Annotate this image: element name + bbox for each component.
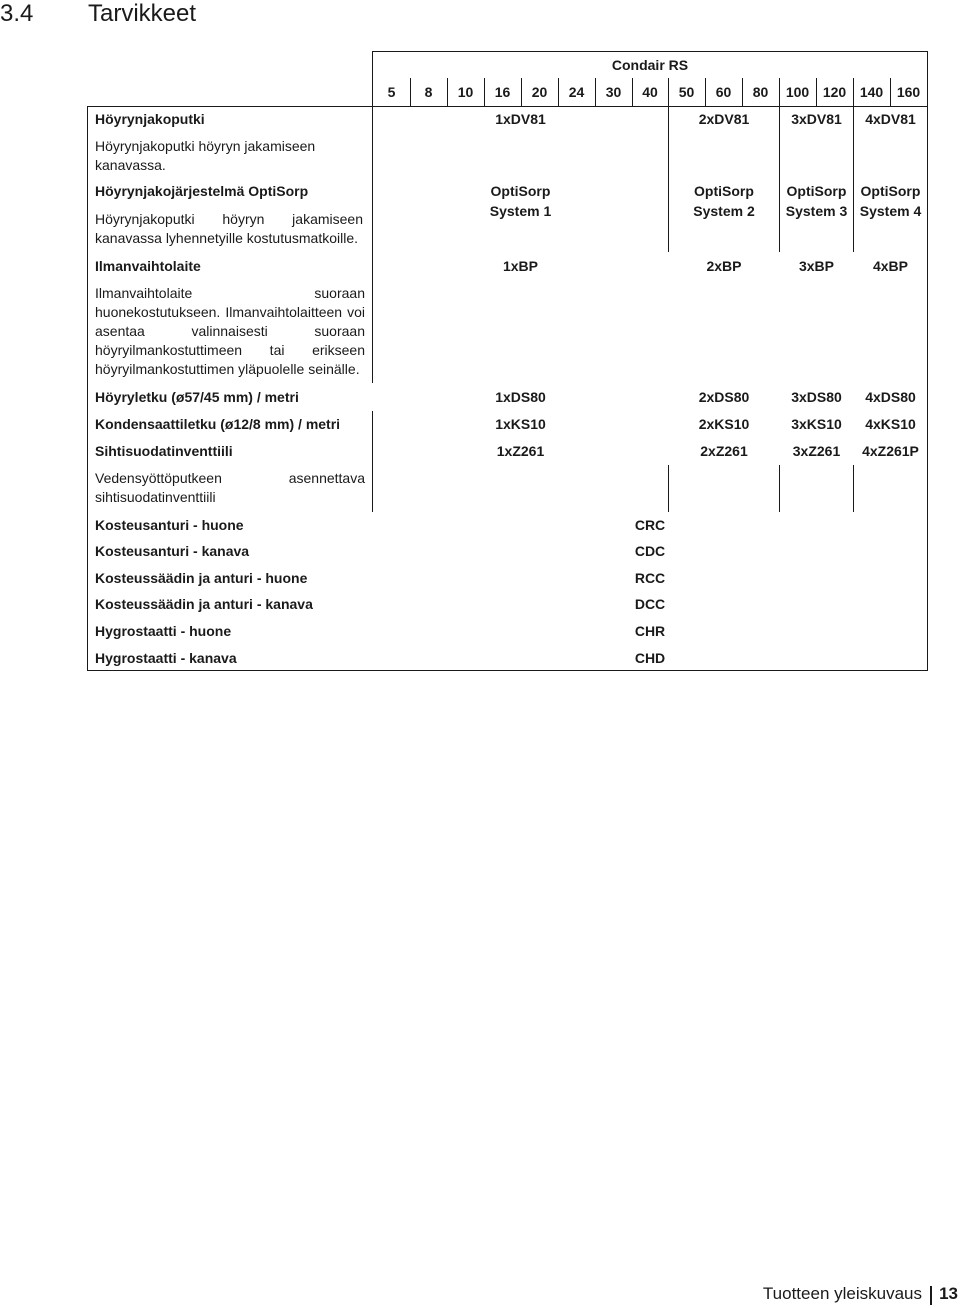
- group-divider: [668, 465, 669, 512]
- group-divider: [779, 465, 780, 512]
- size-header: 24: [568, 84, 585, 100]
- row-name: Hygrostaatti - huone: [95, 623, 232, 639]
- row-value: RCC: [634, 570, 666, 586]
- row-value: OptiSorp: [786, 183, 847, 199]
- row-value: DCC: [634, 596, 666, 612]
- size-header: 10: [457, 84, 474, 100]
- size-header: 80: [752, 84, 769, 100]
- size-header: 8: [424, 84, 433, 100]
- page-number: 13: [939, 1284, 958, 1303]
- row-value: OptiSorp: [490, 183, 551, 199]
- row-description: Höyrynjakoputki höyryn jakamiseen kanavassa.: [95, 138, 316, 173]
- size-header: 140: [859, 84, 884, 100]
- row-name: Höyrynjakojärjestelmä OptiSorp: [95, 183, 309, 199]
- size-header: 120: [822, 84, 847, 100]
- table-right-border: [927, 51, 928, 671]
- row-value: 2xDS80: [698, 389, 750, 405]
- section-number: 3.4: [0, 0, 34, 27]
- row-description: Vedensyöttöputkeen asennettava sihtisuodatinventtiili: [95, 470, 365, 505]
- size-header: 30: [605, 84, 622, 100]
- row-value: 3xDS80: [791, 389, 842, 405]
- row-value: CDC: [634, 543, 666, 559]
- table-left-border: [87, 106, 88, 671]
- row-name: Höyryletku (ø57/45 mm) / metri: [95, 389, 299, 405]
- row-value: 1xDV81: [495, 111, 546, 127]
- row-value: 4xDS80: [865, 389, 916, 405]
- row-name: Kosteussäädin ja anturi - huone: [95, 570, 308, 586]
- row-value: CRC: [634, 517, 666, 533]
- row-value: OptiSorp: [860, 183, 921, 199]
- row-value: 4xDV81: [865, 111, 916, 127]
- row-value: 4xBP: [872, 258, 909, 274]
- footer-separator: [930, 1286, 932, 1305]
- row-name: Kosteusanturi - kanava: [95, 543, 250, 559]
- row-value: 2xBP: [706, 258, 742, 274]
- footer-section-name: Tuotteen yleiskuvaus: [762, 1284, 922, 1303]
- size-header: 20: [531, 84, 548, 100]
- row-value: 2xZ261: [700, 443, 748, 459]
- section-title: Tarvikkeet: [88, 0, 197, 27]
- row-value: 4xKS10: [865, 416, 916, 432]
- row-name: Höyrynjakoputki: [95, 111, 205, 127]
- row-value: OptiSorp: [694, 183, 754, 199]
- table-bottom-border: [87, 670, 928, 671]
- row-value: System 2: [693, 203, 755, 219]
- row-value: 1xZ261: [496, 443, 545, 459]
- row-value: System 4: [859, 203, 922, 219]
- row-name: Kosteussäädin ja anturi - kanava: [95, 596, 313, 612]
- row-description: Ilmanvaihtolaite suoraan huonekostutukseen. Ilmanvaihtolaitteen voi asentaa valinnaisesti suoraan höyryilmankostuttimeen tai erikseen höyryilmankostuttimen yläpuolelle seinälle.: [95, 285, 365, 377]
- row-value: CHR: [634, 623, 666, 639]
- size-header: 40: [642, 84, 658, 100]
- row-name: Sihtisuodatinventtiili: [95, 443, 233, 459]
- row-value: 3xDV81: [791, 111, 842, 127]
- row-value: 1xKS10: [495, 416, 546, 432]
- size-header: 60: [715, 84, 732, 100]
- row-name: Ilmanvaihtolaite: [95, 258, 201, 274]
- row-value: 1xBP: [502, 258, 539, 274]
- row-value: System 3: [785, 203, 848, 219]
- size-header: 16: [494, 84, 511, 100]
- page-footer: [700, 1284, 960, 1308]
- row-name: Kondensaattiletku (ø12/8 mm) / metri: [95, 416, 341, 432]
- table-top-border: [372, 51, 928, 52]
- size-header: 50: [678, 84, 695, 100]
- row-value: 3xBP: [798, 258, 835, 274]
- row-value: 1xDS80: [495, 389, 546, 405]
- row-value: System 1: [489, 203, 552, 219]
- row-value: 2xKS10: [698, 416, 750, 432]
- row-description: Höyrynjakoputki höyryn jakamiseen kanavassa lyhennetyille kostutusmatkoille.: [95, 211, 363, 246]
- row-value: CHD: [634, 650, 666, 666]
- group-divider: [853, 465, 854, 512]
- size-header: 160: [896, 84, 921, 100]
- row-value: 2xDV81: [698, 111, 750, 127]
- group-header: Condair RS: [611, 57, 689, 73]
- row-value: 3xKS10: [791, 416, 842, 432]
- row-value: 4xZ261P: [862, 443, 919, 459]
- row-name: Hygrostaatti - kanava: [95, 650, 237, 666]
- size-header: 5: [387, 84, 396, 100]
- size-header: 100: [785, 84, 810, 100]
- header-divider: [87, 106, 928, 107]
- row-name: Kosteusanturi - huone: [95, 517, 244, 533]
- row-value: 3xZ261: [792, 443, 841, 459]
